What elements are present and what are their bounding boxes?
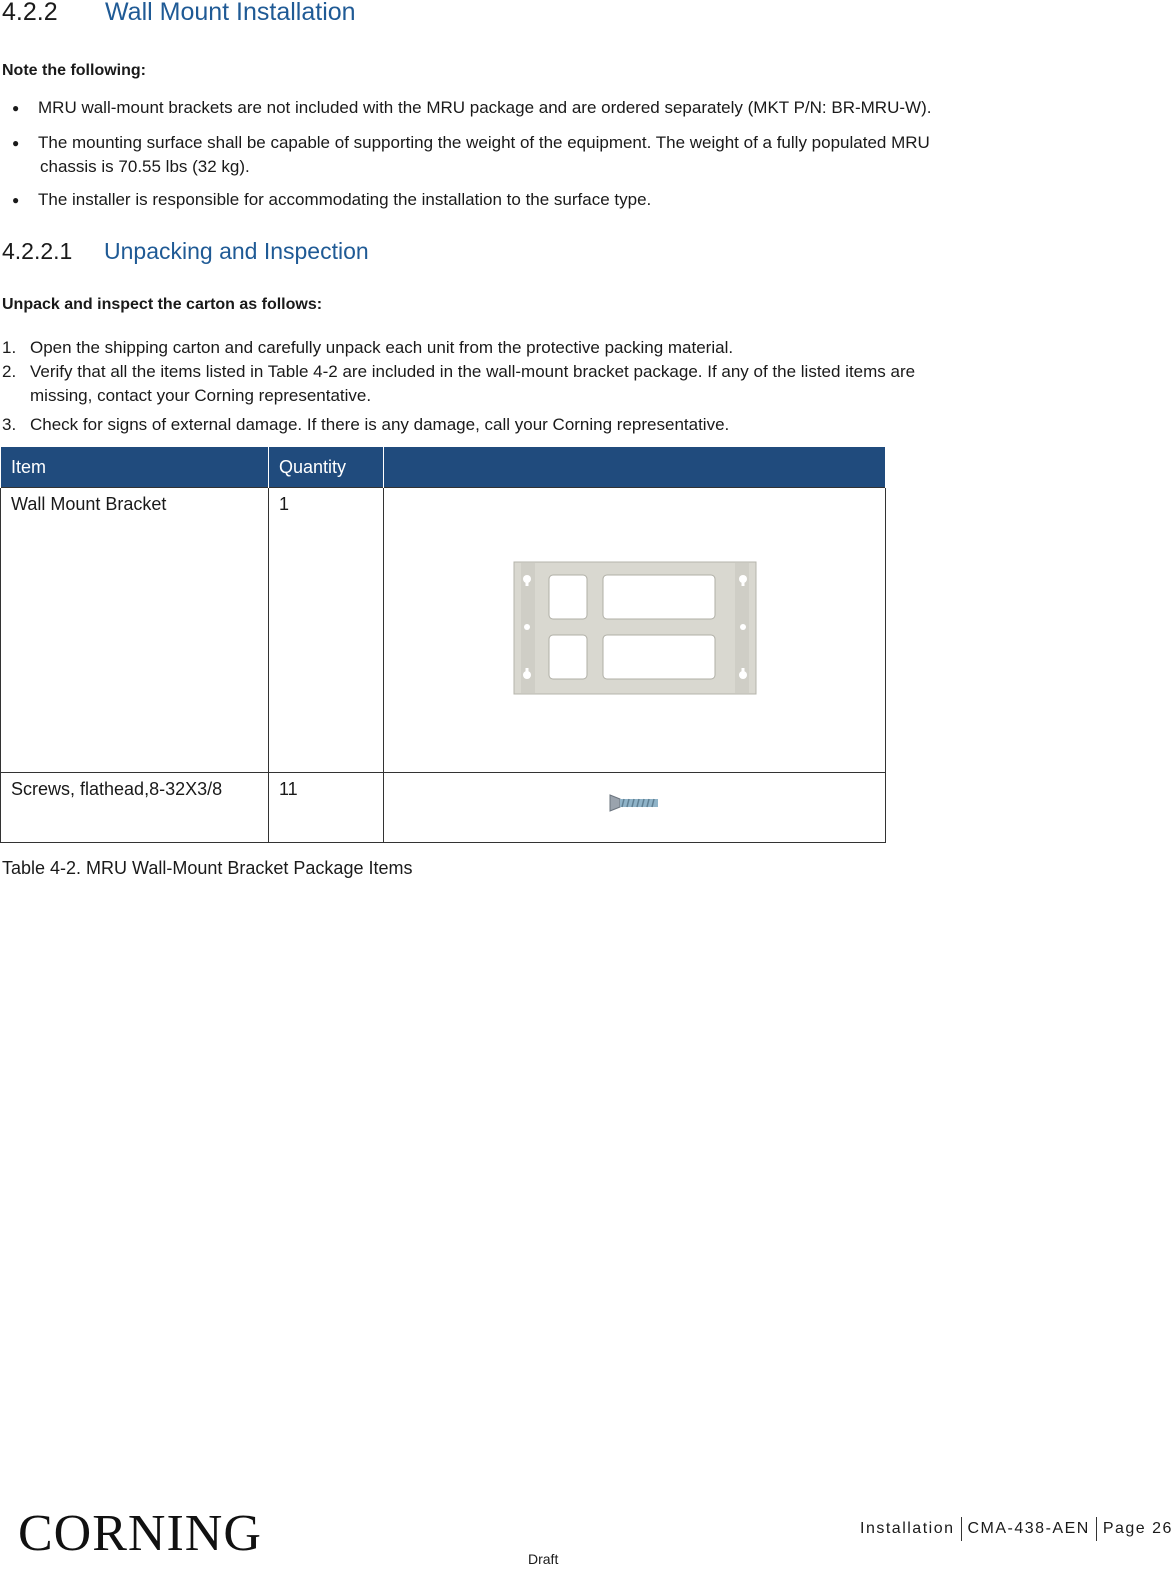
subsection-title: Unpacking and Inspection bbox=[104, 238, 369, 264]
table-header-row bbox=[1, 447, 886, 488]
footer-info bbox=[860, 1517, 1173, 1541]
step-number: 3. bbox=[2, 415, 17, 434]
footer-separator bbox=[961, 1517, 962, 1541]
table-row bbox=[1, 773, 886, 843]
table-caption: Table 4-2. MRU Wall-Mount Bracket Package Items bbox=[2, 858, 413, 878]
bullet-item: The installer is responsible for accommodating the installation to the surface type. bbox=[38, 190, 652, 209]
flathead-screw-image bbox=[608, 793, 662, 813]
step-text: Check for signs of external damage. If there is any damage, call your Corning representative. bbox=[30, 415, 730, 434]
step-number: 2. bbox=[2, 362, 17, 381]
section-heading bbox=[2, 0, 356, 27]
cell-image bbox=[384, 773, 886, 843]
subsection-number: 4.2.2.1 bbox=[2, 238, 73, 264]
bullet-item: MRU wall-mount brackets are not included with the MRU package and are ordered separately (MKT P/N: BR-MRU-W). bbox=[38, 98, 932, 117]
cell-qty: 1 bbox=[269, 488, 384, 773]
cell-image bbox=[384, 488, 886, 773]
cell-item: Wall Mount Bracket bbox=[1, 488, 269, 773]
header-quantity: Quantity bbox=[269, 447, 384, 488]
section-number: 4.2.2 bbox=[2, 0, 58, 26]
cell-item: Screws, flathead,8-32X3/8 bbox=[1, 773, 269, 843]
section-title: Wall Mount Installation bbox=[105, 0, 356, 26]
note-lead: Note the following: bbox=[2, 62, 146, 79]
subsection-heading bbox=[2, 238, 369, 265]
package-items-table bbox=[0, 447, 886, 843]
unpack-lead: Unpack and inspect the carton as follows: bbox=[2, 296, 323, 313]
wall-mount-bracket-image bbox=[513, 561, 757, 695]
step-number: 1. bbox=[2, 338, 17, 357]
header-item: Item bbox=[1, 447, 269, 488]
bullet-dot: ● bbox=[12, 193, 20, 207]
logo-text: CORNING bbox=[18, 1505, 262, 1562]
bullet-item: The mounting surface shall be capable of supporting the weight of the equipment. The weight of a fully populated MRU bbox=[38, 133, 930, 152]
cell-qty: 11 bbox=[269, 773, 384, 843]
bullet-dot: ● bbox=[12, 136, 20, 150]
step-text: Verify that all the items listed in Table 4-2 are included in the wall-mount bracket package. If any of the listed items are bbox=[30, 362, 916, 381]
footer-doc-id: CMA-438-AEN bbox=[967, 1520, 1090, 1538]
footer-chapter: Installation bbox=[860, 1520, 955, 1538]
bullet-dot: ● bbox=[12, 101, 20, 115]
header-image bbox=[384, 447, 886, 488]
footer-page: Page 26 bbox=[1102, 1520, 1173, 1538]
footer-separator bbox=[1096, 1517, 1097, 1541]
draft-label: Draft bbox=[528, 1551, 559, 1567]
bullet-item-continuation: chassis is 70.55 lbs (32 kg). bbox=[40, 157, 250, 176]
corning-logo bbox=[18, 1505, 262, 1562]
step-text-continuation: missing, contact your Corning representative. bbox=[30, 386, 372, 405]
step-text: Open the shipping carton and carefully unpack each unit from the protective packing material. bbox=[30, 338, 734, 357]
table-row bbox=[1, 488, 886, 773]
